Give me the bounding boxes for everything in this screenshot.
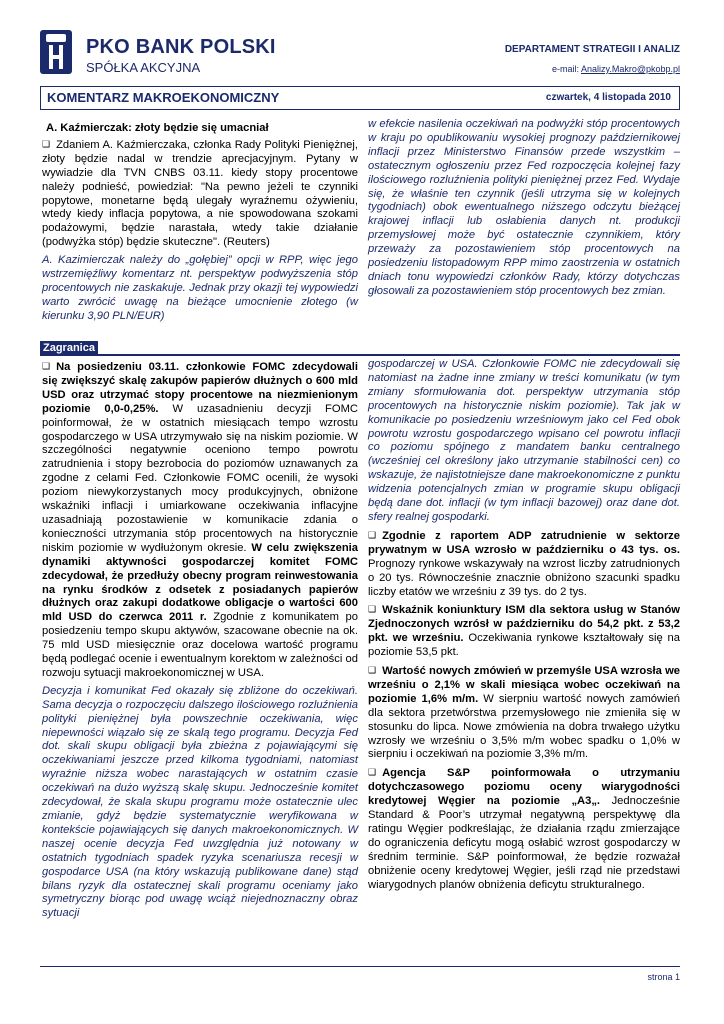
section-label: Zagranica: [40, 341, 98, 355]
bullet-icon: ❑: [368, 529, 377, 540]
email-link[interactable]: Analizy.Makro@pkobp.pl: [580, 64, 680, 74]
article-heading: A. Kaźmierczak: złoty będzie się umacniał: [46, 122, 269, 134]
bullet-icon: ❑: [368, 767, 377, 778]
page-number: strona 1: [647, 972, 680, 982]
section-header: [40, 338, 680, 356]
top-left-column: [42, 122, 358, 328]
document-title: KOMENTARZ MAKROEKONOMICZNY: [47, 90, 280, 105]
bullet-icon: ❑: [368, 665, 377, 676]
orders-news: ❑ Wartość nowych zmówień w przemyśle USA wzrosła we wrześniu o 2,1% w skali miesiąca wobec oczekiwań na poziomie 1,6% m/m. W sierpniu wartość nowych zamówień dla sektora przetwórstwa przemysłowego nie zmieniła się w stosunku do lipca. Nowe zmówienia na dobra trwałego użytku wzrosły we wrześniu o 3,5% m/m wobec spadku o 1,0% w sierpniu i oczekiwań na poziomie 3,3% m/m.: [368, 665, 680, 761]
top-right-column: [368, 118, 680, 303]
department-name: DEPARTAMENT STRATEGII I ANALIZ: [504, 44, 680, 55]
bank-name: PKO BANK POLSKI: [86, 36, 276, 58]
article-news: ❑ Zdaniem A. Kaźmierczaka, członka Rady Polityki Pieniężnej, złoty będzie nadal w trendzie aprecjacyjnym. Pytany w wywiadzie dla TVN CNBS 03.11. kiedy stopy procentowe należy podnieść, powiedział: "Na pewno jeżeli te czynniki popytowe, monetarne będą ulegały wyraźnemu ożywieniu, wtedy kiedy inflacja popytowa, a nie spowodowana szokami podażowymi, będzie narastała, wtedy takie działanie (podwyżka stóp) będzie skuteczne". (Reuters): [42, 138, 358, 249]
email-line: [552, 64, 680, 74]
footer-divider: [40, 966, 680, 967]
foreign-right-column: [368, 358, 680, 897]
fomc-comment-continued: gospodarczej w USA. Członkowie FOMC nie zdecydowali się natomiast na żadne inne zmiany w treści komunikatu (w tym zmiany sformułowania dot. perspektyw utrzymania stóp procentowych na historycznie niskim poziomie). Tak jak w komunikacie po posiedzeniu wrześniowym jako cel Fed obok powrotu wzrostu gospodarczego wpisano cel powrotu inflacji co poziomu spójnego z mandatem banku centralnego (wcześniej cel określony jako utrzymanie stabilności cen) co wskazuje, że najistotniejsze dane makroekonomiczne z punktu widzenia potencjalnych zmian w programie skupu obligacji będą dane dot. inflacji (w tym inflacji bazowej) oraz dane dot. sfery realnej gospodarki.: [368, 358, 680, 523]
email-label: e-mail:: [551, 64, 581, 74]
ism-news: ❑ Wskaźnik koniunktury ISM dla sektora usług w Stanów Zjednoczonych wzrósł w październiku do 54,2 pkt. z 53,2 pkt. we wrześniu. Oczekiwania rynkowe kształtowały się na poziomie 53,5 pkt.: [368, 604, 680, 659]
bank-subtitle: SPÓŁKA AKCYJNA: [86, 60, 201, 75]
document-date: czwartek, 4 listopada 2010: [545, 92, 671, 103]
title-bar: [40, 86, 680, 110]
fomc-comment: Decyzja i komunikat Fed okazały się zbliżone do oczekiwań. Sama decyzja o rozpoczęciu dalszego ilościowego rozluźnienia polityki pieniężnej była powszechnie oczekiwania, więc niepewności wiązało się ze skalą tego programu. Decyzja Fed dot. skali skupu obligacji była zbieżna z pojawiającymi się oczekiwaniami jeszcze przed kilkoma tygodniami, natomiast wyraźnie niższa wobec narastających w ostatnim czasie oczekiwań na dużo wyższą skalę skupu. Jednocześnie komitet zdecydował, że skala skupu programu może ostatecznie ulec zmianie, gdyż będzie systematycznie weryfikowana w kontekście pojawiających się danych makroekonomicznych. W naszej ocenie decyzja Fed uwzględnia już notowany w ostatnich tygodniach spadek ryzyka scenariusza recesji w gospodarce USA (na który wskazują publikowane dane) stąd bilans ryzyk dla ostatecznej skali programu oceniamy jako symetryczny biorąc pod uwagę wciąż niejednoznaczny obraz sytuacji: [42, 684, 358, 920]
fomc-news: ❑ Na posiedzeniu 03.11. członkowie FOMC zdecydowali się zwiększyć skalę zakupów papierów dłużnych o 600 mld USD oraz utrzymać stopy procentowe na niezmienionym poziomie 0,0-0,25%. W uzasadnieniu decyzji FOMC poinformował, że w ostatnich miesiącach tempo wzrostu gospodarczego w USA utrzymywało się na niskim poziomie. W szczególności negatywnie oceniono tempo powrotu zatrudnienia i stopy bezrobocia do poziomów uznawanych za zgodne z celami Fed. Członkowie FOMC ocenili, że wysoki poziom niewykorzystanych mocy produkcyjnych, obniżone wskaźniki inflacji i umiarkowane oczekiwania inflacyjne uzasadniają pozostawienie w komunikacie zdania o konieczności utrzymania stóp procentowych na historycznie niskim poziomie w wydłużonym okresie. W celu zwiększenia dynamiki aktywności gospodarczej komitet FOMC zdecydował, że przedłuży obecny program reinwestowania na rynku środków z odsetek z posiadanych papierów dłużnych oraz zakupi dodatkowe obligacje o wartości 600 mld USD do czerwca 2011 r. Zgodnie z komunikatem po posiedzeniu tempo skupu aktywów, szacowane obecnie na ok. 75 mld USD miesięcznie oraz docelowa wartość programu będą podlegać ocenie i ewentualnym korektom w zależności od rozwoju sytuacji makroekonomicznej w USA.: [42, 361, 358, 679]
sp-news: ❑ Agencja S&P poinformowała o utrzymaniu dotychczasowego poziomu oceny wiarygodności kredytowej Węgier na poziomie „A3„. Jednocześnie Standard & Poor’s utrzymał negatywną perspektywę dla ratingu Węgier podkreślając, że działania rządu zmierzające do ograniczenia deficytu mogą osłabić wzrost gospodarczy w średnim terminie. S&P poinformował, że będzie rozważał obniżenie oceny kredytowej Węgier, jeśli rząd nie przedstawi wiarygodnych planów obniżenia deficytu strukturalnego.: [368, 767, 681, 891]
bullet-icon: ❑: [42, 361, 51, 371]
adp-news: ❑ Zgodnie z raportem ADP zatrudnienie w sektorze prywatnym w USA wzrosło w październiku o 43 tys. os. Prognozy rynkowe wskazywały na wzrost liczby zatrudnionych o 20 tys. Równocześnie znacznie obniżono szacunki spadku liczby etatów we wrześniu z 39 tys. do 2 tys.: [368, 529, 680, 598]
bullet-icon: ❑: [368, 604, 377, 615]
article-comment: A. Kazimierczak należy do „gołębiej” opcji w RPP, więc jego wstrzemięźliwy komentarz nt. perspektyw podwyższenia stóp procentowych nie zaskakuje. Jednak przy okazji tej wypowiedzi warto zwrócić uwagę na bieżące umocnienie złotego (w kierunku 3,90 PLN/EUR): [42, 254, 358, 322]
foreign-left-column: [42, 360, 358, 925]
bullet-icon: ❑: [42, 138, 51, 149]
pko-logo-icon: [40, 30, 72, 74]
article-comment-continued: w efekcie nasilenia oczekiwań na podwyżki stóp procentowych w kraju po opublikowaniu wysokiej prognozy październikowej inflacji przez Ministerstwo Finansów przede wszystkim – ostatecznym ogłoszeniu przez Fed rozpoczęcia kolejnej fazy ilościowego rozluźnienia polityki pieniężnej przez Fed. Wydaje się, że właśnie ten czynnik (jeśli utrzyma się w kolejnych tygodniach) obok ewentualnego niższego odczytu bieżącej krajowej inflacji lub osłabienia danych nt. produkcji przemysłowej może być ostatecznie czynnikiem, który przeważy za pozostawieniem stóp procentowych na posiedzeniu listopadowym RPP mimo zaostrzenia w ostatnich dniach tonu wypowiedzi członków Rady, którzy dotychczas głosowali za pozostawieniem stóp procentowych bez zmian.: [368, 118, 680, 297]
